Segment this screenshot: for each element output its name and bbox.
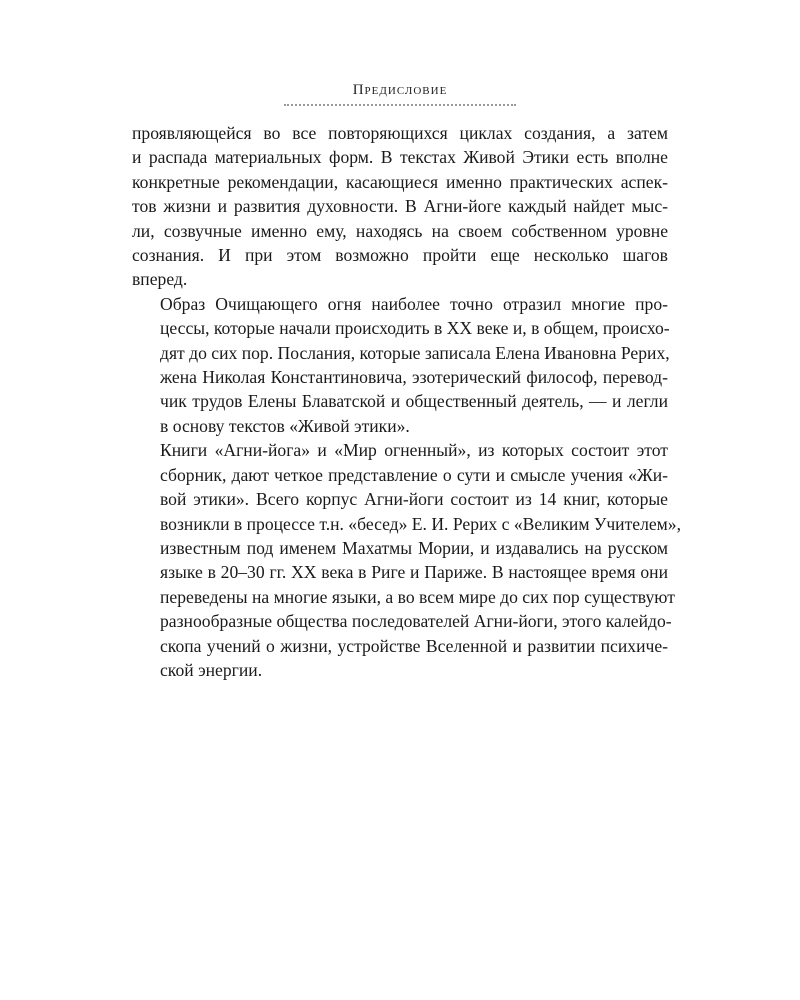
text-line: тов жизни и развития духовности. В Агни-йоге каждый найдет мыс-: [132, 196, 668, 217]
text-line: ской энергии.: [160, 659, 263, 680]
text-line: и распада материальных форм. В текстах Живой Этики есть вполне: [132, 147, 668, 168]
text-line: вой этики». Всего корпус Агни-йоги состоит из 14 книг, которые: [160, 489, 668, 510]
text-line: языке в 20–30 гг. XX века в Риге и Париже. В настоящее время они: [160, 562, 668, 583]
text-line: возникли в процессе т.н. «бесед» Е. И. Рерих с «Великим Учителем»,: [160, 513, 681, 534]
text-line: сознания. И при этом возможно пройти еще несколько шагов: [132, 245, 668, 266]
text-line: вперед.: [132, 269, 188, 290]
text-line: чик трудов Елены Блаватской и общественный деятель, — и легли: [160, 391, 668, 412]
text-line: известным под именем Махатмы Мории, и издавались на русском: [160, 537, 668, 558]
paragraph: [132, 292, 668, 438]
text-line: жена Николая Константиновича, эзотерический философ, перевод-: [160, 367, 668, 388]
text-line: Книги «Агни-йога» и «Мир огненный», из которых состоит этот: [160, 440, 668, 461]
text-line: проявляющейся во все повторяющихся циклах создания, а затем: [132, 123, 668, 143]
running-head: Предисловие: [352, 82, 448, 98]
body-text: [132, 121, 681, 682]
text-line: разнообразные общества последователей Агни-йоги, этого калейдо-: [160, 611, 672, 632]
text-line: Образ Очищающего огня наиболее точно отразил многие про-: [160, 293, 668, 314]
header-dotted-rule: [284, 104, 516, 106]
text-line: конкретные рекомендации, касающиеся именно практических аспек-: [132, 171, 668, 192]
paragraph: [132, 121, 668, 292]
text-line: сборник, дают четкое представление о сути и смысле учения «Жи-: [160, 464, 668, 485]
text-line: дят до сих пор. Послания, которые записала Елена Ивановна Рерих,: [160, 342, 670, 363]
paragraph: [132, 438, 681, 682]
text-line: скопа учений о жизни, устройстве Вселенной и развитии психиче-: [160, 635, 668, 656]
text-line: переведены на многие языки, а во всем мире до сих пор существуют: [160, 586, 675, 607]
text-line: ли, созвучные именно ему, находясь на своем собственном уровне: [132, 220, 668, 241]
text-line: в основу текстов «Живой этики».: [160, 415, 410, 436]
text-line: цессы, которые начали происходить в XX веке и, в общем, происхо-: [160, 318, 670, 339]
